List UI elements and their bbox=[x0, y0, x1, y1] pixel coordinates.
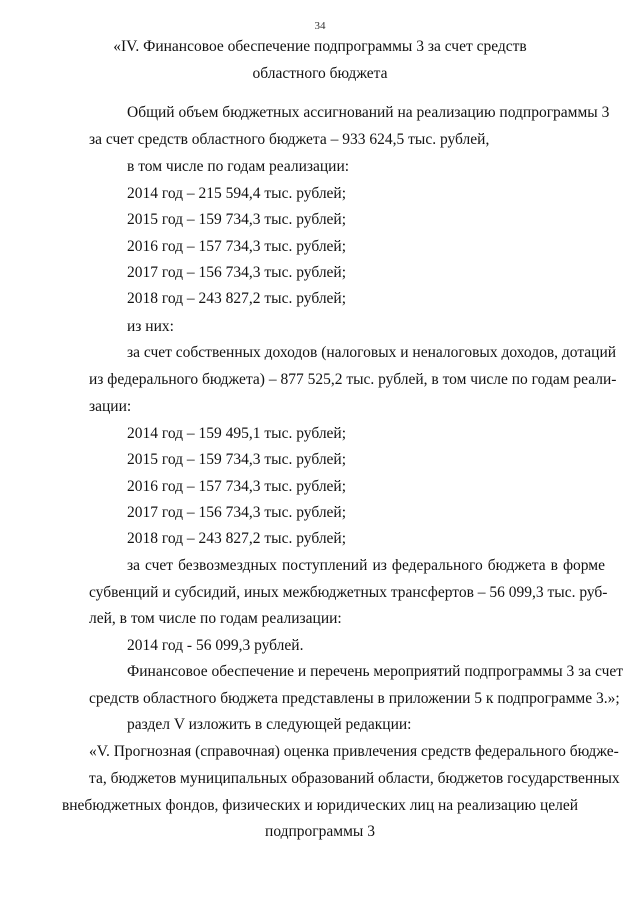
year-line: 2014 год – 159 495,1 тыс. рублей; bbox=[127, 425, 347, 442]
paragraph-2-line-3: зации: bbox=[89, 398, 132, 415]
paragraph-1-line-2: за счет средств областного бюджета – 933 624,5 тыс. рублей, bbox=[89, 131, 490, 148]
year-line: 2014 год – 215 594,4 тыс. рублей; bbox=[127, 185, 347, 202]
section-heading-v-line-1: «V. Прогнозная (справочная) оценка привлечения средств федерального бюдже- bbox=[89, 743, 619, 760]
year-line: 2016 год – 157 734,3 тыс. рублей; bbox=[127, 478, 347, 495]
paragraph-2-line-1: за счет собственных доходов (налоговых и неналоговых доходов, дотаций bbox=[127, 344, 617, 361]
section-heading-v-line-3: внебюджетных фондов, физических и юридических лиц на реализацию целей bbox=[61, 797, 579, 814]
year-line: 2015 год – 159 734,3 тыс. рублей; bbox=[127, 451, 347, 468]
year-line: 2018 год – 243 827,2 тыс. рублей; bbox=[127, 290, 347, 307]
year-line: 2014 год - 56 099,3 рублей. bbox=[127, 637, 304, 654]
paragraph-1-line-3: в том числе по годам реализации: bbox=[127, 158, 350, 175]
page-number: 34 bbox=[314, 20, 326, 32]
year-line: 2016 год – 157 734,3 тыс. рублей; bbox=[127, 238, 347, 255]
paragraph-3-line-1: за счет безвозмездных поступлений из федерального бюджета в форме bbox=[127, 557, 605, 574]
paragraph-4-line-1: Финансовое обеспечение и перечень мероприятий подпрограммы 3 за счет bbox=[127, 663, 624, 680]
of-them-label: из них: bbox=[127, 318, 174, 335]
paragraph-2-line-2: из федерального бюджета) – 877 525,2 тыс. рублей, в том числе по годам реали- bbox=[89, 371, 617, 388]
year-line: 2017 год – 156 734,3 тыс. рублей; bbox=[127, 504, 347, 521]
section-heading-line-2: областного бюджета bbox=[252, 65, 388, 82]
section-heading-v-line-4: подпрограммы 3 bbox=[265, 823, 375, 840]
year-line: 2017 год – 156 734,3 тыс. рублей; bbox=[127, 264, 347, 281]
paragraph-3-line-2: субвенций и субсидий, иных межбюджетных трансфертов – 56 099,3 тыс. руб- bbox=[89, 584, 608, 601]
instruction-line: раздел V изложить в следующей редакции: bbox=[127, 716, 412, 733]
year-line: 2018 год – 243 827,2 тыс. рублей; bbox=[127, 530, 347, 547]
section-heading-line-1: «IV. Финансовое обеспечение подпрограммы 3 за счет средств bbox=[113, 38, 527, 55]
section-heading-v-line-2: та, бюджетов муниципальных образований области, бюджетов государственных bbox=[89, 770, 620, 787]
paragraph-3-line-3: лей, в том числе по годам реализации: bbox=[89, 610, 342, 627]
paragraph-4-line-2: средств областного бюджета представлены в приложении 5 к подпрограмме 3.»; bbox=[89, 690, 620, 707]
paragraph-1-line-1: Общий объем бюджетных ассигнований на реализацию подпрограммы 3 bbox=[127, 104, 610, 121]
year-line: 2015 год – 159 734,3 тыс. рублей; bbox=[127, 211, 347, 228]
